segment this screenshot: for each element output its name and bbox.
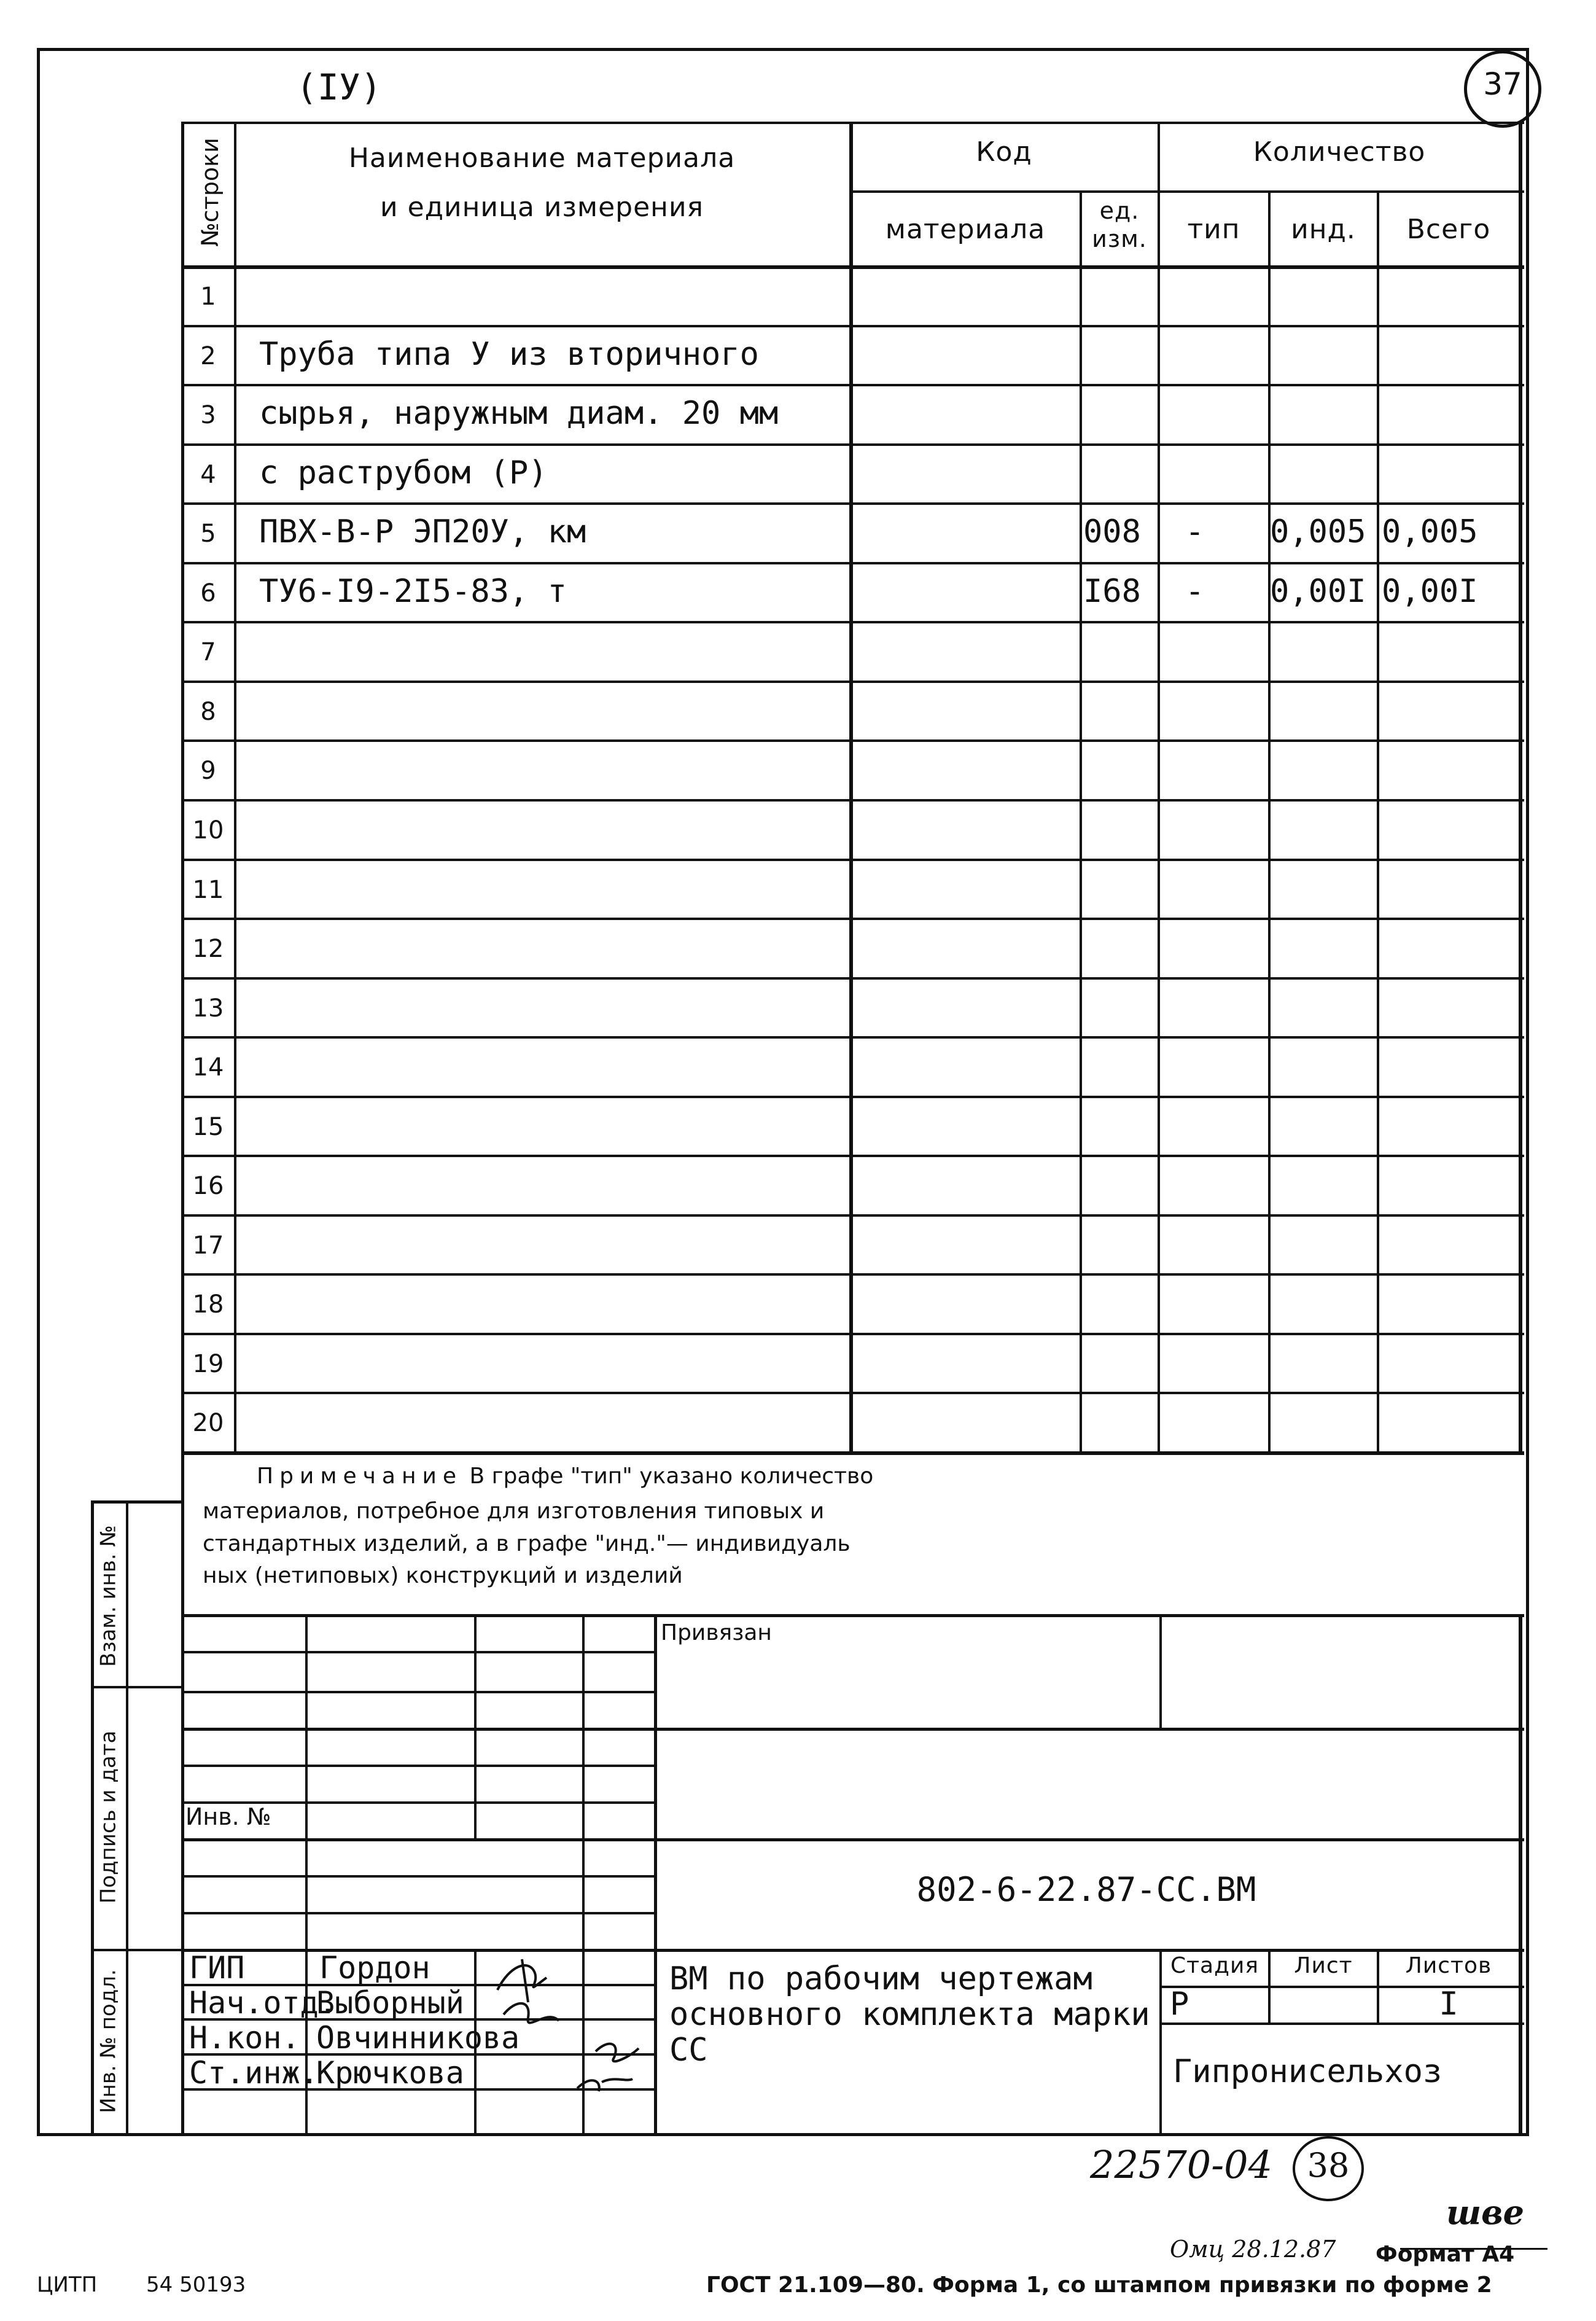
note-lead: Примечание [257, 1464, 463, 1489]
side-label-vzam: Взам. инв. № [96, 1525, 121, 1667]
row-number: 5 [200, 520, 216, 548]
row-number: 10 [192, 816, 224, 845]
header-name-line2: и единица измерения [380, 192, 704, 223]
row-total: 0,00I [1382, 573, 1478, 610]
printer-code: 54 50193 [146, 2272, 246, 2297]
row-name: ТУ6-I9-2I5-83, т [259, 573, 567, 610]
row-name: Труба типа У из вторичного [259, 336, 759, 373]
row-ind: 0,005 [1270, 513, 1366, 550]
row-type: - [1185, 573, 1205, 610]
header-material: материала [885, 214, 1046, 245]
sheet-label: Лист [1294, 1953, 1353, 1978]
stamp-name: Гордон [319, 1950, 430, 1986]
row-number: 17 [192, 1231, 224, 1260]
row-number: 12 [192, 935, 224, 963]
row-number: 8 [200, 698, 216, 726]
row-ind: 0,00I [1270, 573, 1366, 610]
note-line1-text: В графе "тип" указано количество [469, 1464, 874, 1489]
row-name: сырья, наружным диам. 20 мм [259, 395, 779, 432]
stamp-name: Овчинникова [316, 2020, 520, 2056]
row-number: 15 [192, 1113, 224, 1141]
sheets-value: I [1439, 1986, 1458, 2023]
row-total: 0,005 [1382, 513, 1478, 550]
stage-value: Р [1170, 1986, 1189, 2023]
row-number: 18 [192, 1290, 224, 1319]
stamp-role: Ст.инж. [189, 2055, 319, 2091]
privyazan-label: Привязан [661, 1620, 772, 1645]
stamp-role: Нач.отд. [189, 1985, 337, 2021]
row-number: 16 [192, 1172, 224, 1200]
stamp-name: Крючкова [316, 2055, 464, 2091]
row-number: 2 [200, 342, 216, 370]
header-ind: инд. [1291, 214, 1356, 245]
copied-mark: Омц 28.12.87 [1170, 2236, 1336, 2263]
signatures [485, 1941, 657, 2094]
row-number: 13 [192, 994, 224, 1023]
archive-number: 22570-04 [1090, 2142, 1273, 2187]
row-name: ПВХ-В-Р ЭП20У, км [259, 513, 586, 550]
row-number: 6 [200, 579, 216, 607]
row-number: 4 [200, 461, 216, 489]
header-unit-line1: ед. [1099, 197, 1140, 224]
organization: Гипронисельхоз [1173, 2053, 1442, 2090]
page-number: 37 [1483, 66, 1522, 102]
inspector-mark: шве [1446, 2193, 1524, 2232]
header-unit [1082, 197, 1157, 253]
note-line1 [257, 1464, 873, 1489]
row-number: 20 [192, 1409, 224, 1437]
inv-no-label: Инв. № [185, 1803, 271, 1830]
stage-label: Стадия [1170, 1953, 1259, 1978]
designation: 802-6-22.87-СС.ВМ [916, 1870, 1256, 1909]
stamp-role: Н.кон. [189, 2020, 300, 2056]
sheets-label: Листов [1405, 1953, 1492, 1978]
standard-reference: ГОСТ 21.109—80. Форма 1, со штампом привязки по форме 2 [706, 2272, 1492, 2298]
row-number: 14 [192, 1053, 224, 1082]
row-number: 3 [200, 401, 216, 429]
row-unit: 008 [1083, 513, 1141, 550]
row-number: 19 [192, 1350, 224, 1378]
header-total: Всего [1406, 214, 1491, 245]
header-code: Код [976, 136, 1032, 168]
row-number: 9 [200, 757, 216, 785]
bottom-page-number: 38 [1307, 2146, 1350, 2185]
format-strike [1400, 2248, 1547, 2250]
row-number: 7 [200, 638, 216, 666]
document-title-line2: основного комплекта марки [669, 1996, 1150, 2033]
printer: ЦИТП [37, 2272, 98, 2297]
document-title [669, 1961, 1150, 2068]
row-number: 1 [200, 283, 216, 311]
row-unit: I68 [1083, 573, 1141, 610]
side-label-inv-podl: Инв. № подл. [96, 1969, 121, 2113]
stamp-role: ГИП [189, 1950, 245, 1986]
header-quantity: Количество [1253, 136, 1426, 168]
header-unit-line2: изм. [1092, 225, 1147, 252]
row-name: с раструбом (Р) [259, 454, 548, 491]
note-line3: стандартных изделий, а в графе "инд."— индивидуаль [203, 1531, 851, 1556]
header-name-line1: Наименование материала [348, 142, 736, 174]
note-line4: ных (нетиповых) конструкций и изделий [203, 1563, 683, 1588]
stamp-name: Выборный [316, 1985, 464, 2021]
format-label: Формат А4 [1376, 2242, 1515, 2267]
section-code: (IУ) [296, 66, 382, 108]
header-row-no: №строки [197, 138, 224, 247]
note-line2: материалов, потребное для изготовления типовых и [203, 1499, 825, 1524]
side-label-podpis: Подпись и дата [96, 1730, 121, 1904]
header-type: тип [1187, 214, 1240, 245]
row-type: - [1185, 513, 1205, 550]
document-title-line1: ВМ по рабочим чертежам [669, 1960, 1092, 1997]
document-title-line3: СС [669, 2032, 708, 2069]
row-number: 11 [192, 876, 224, 904]
